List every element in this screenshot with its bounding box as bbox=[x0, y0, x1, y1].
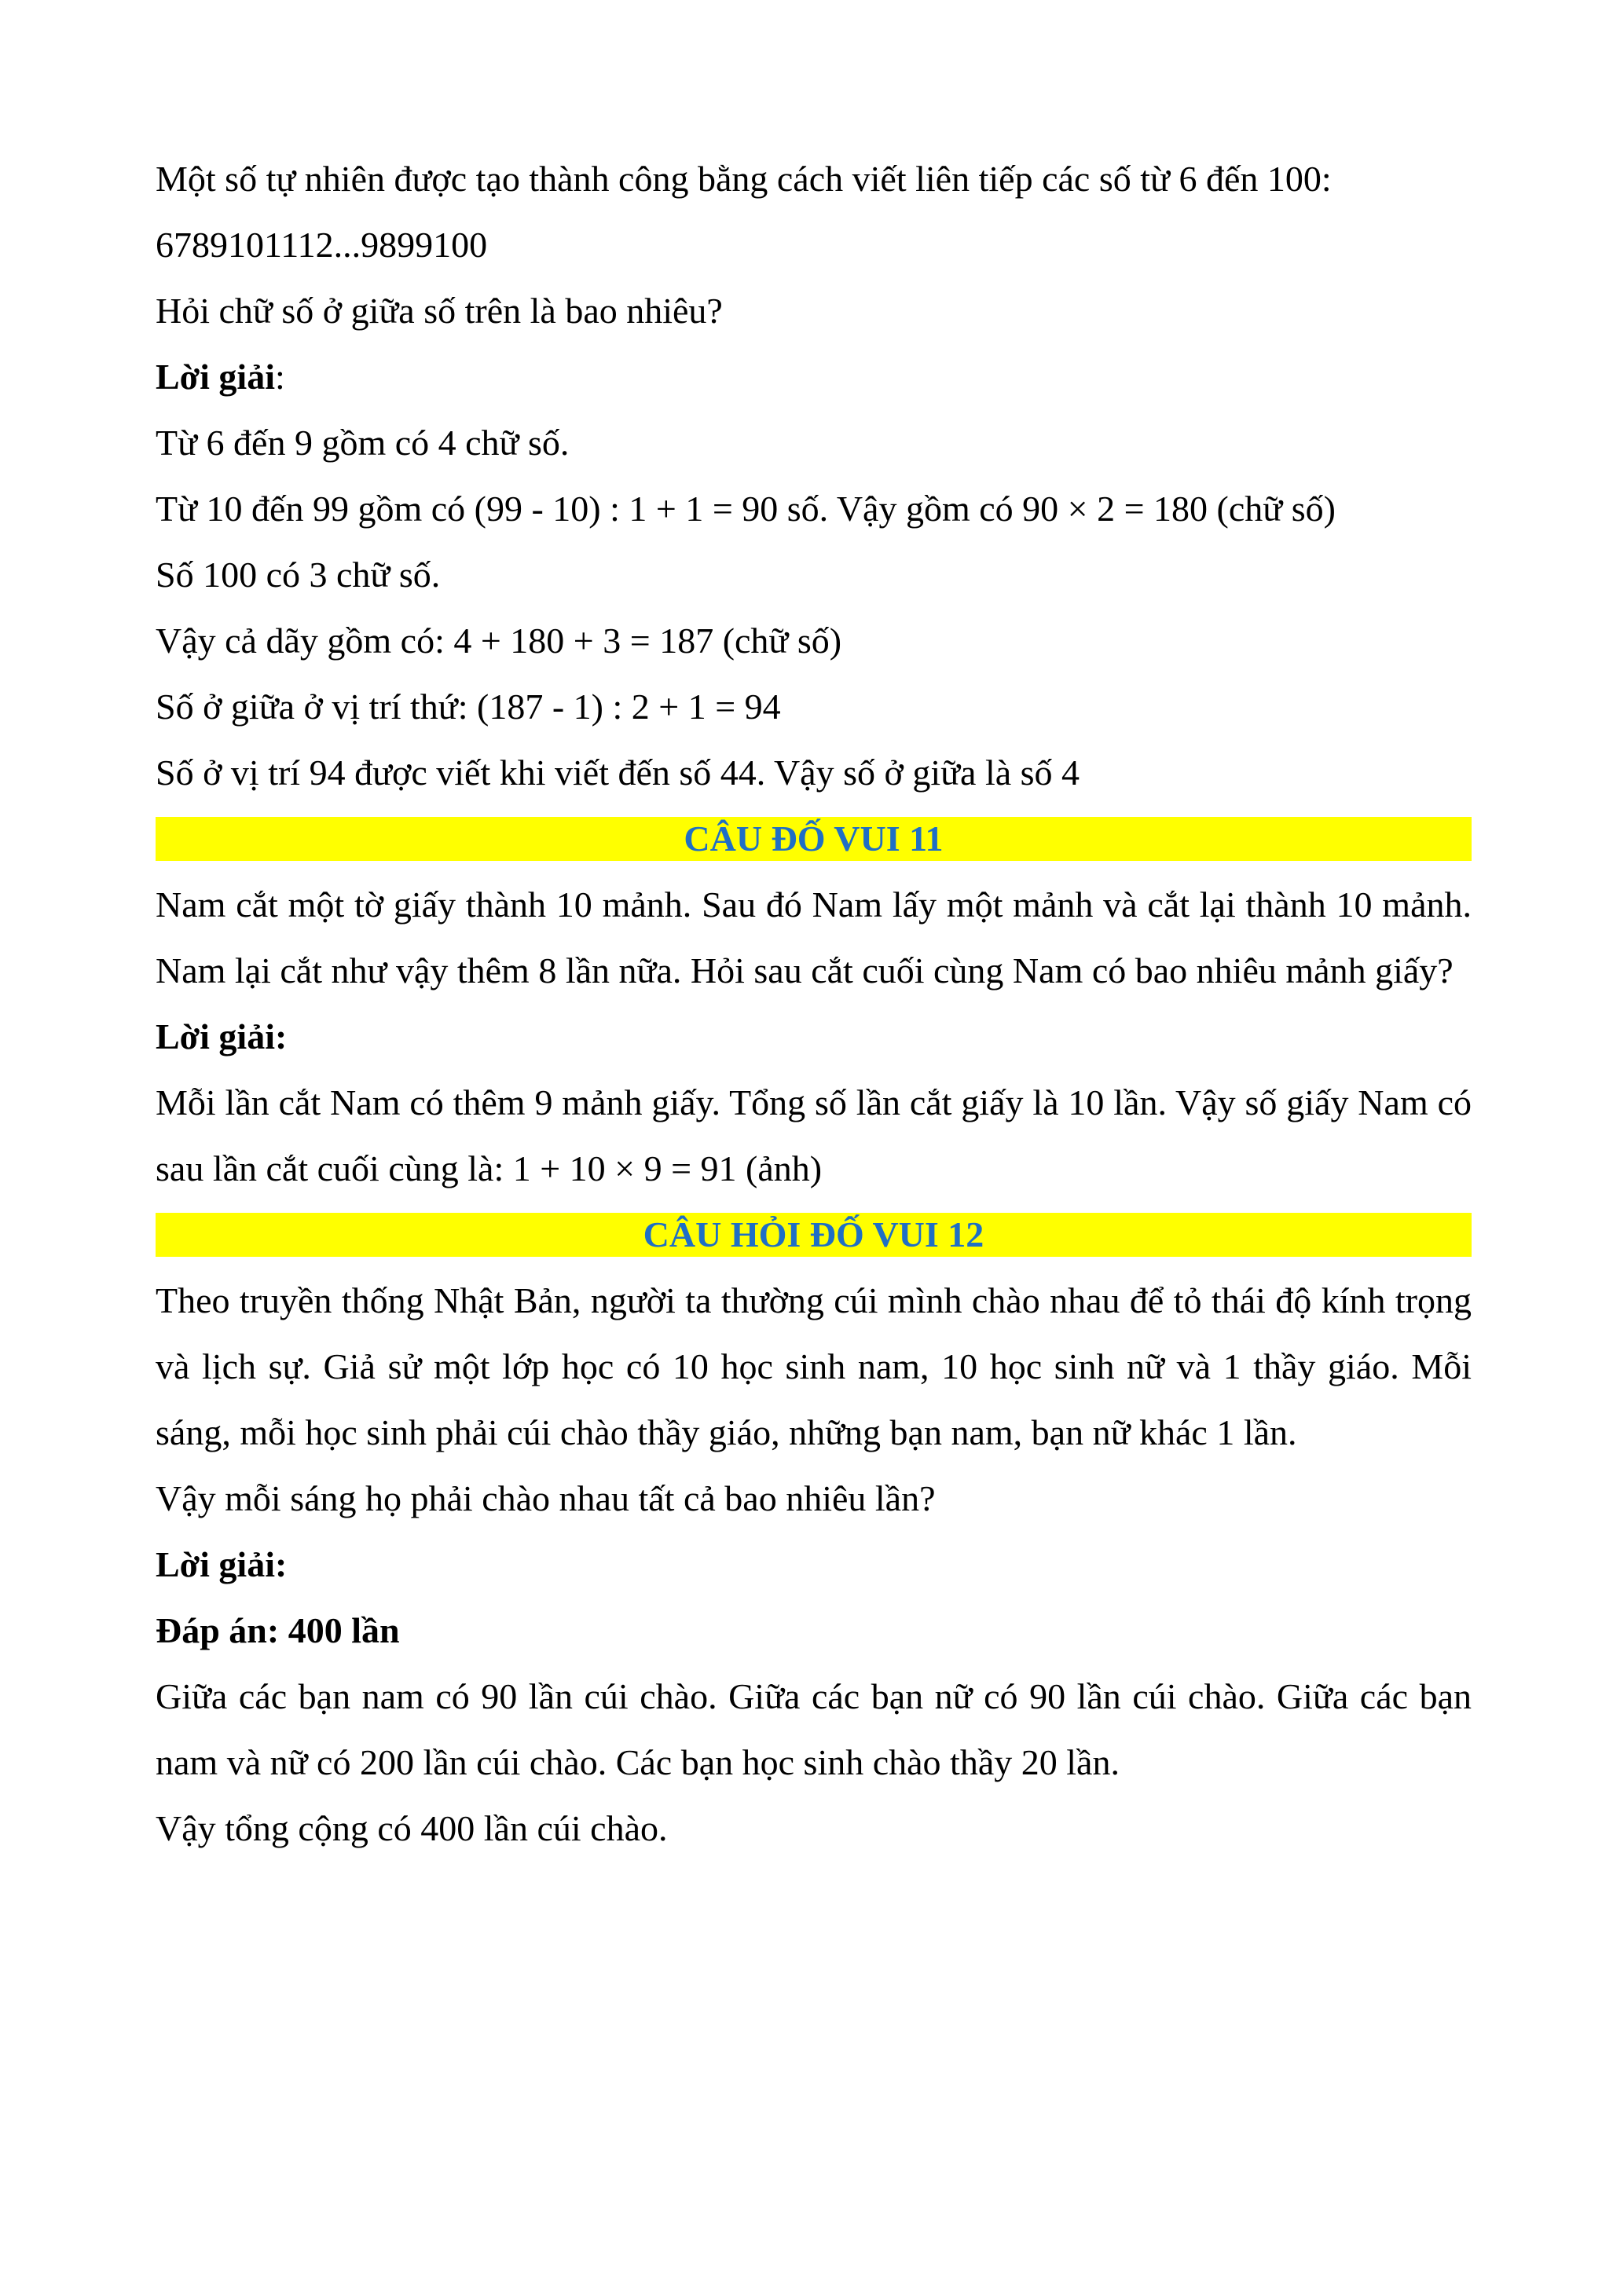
problem-question: Vậy mỗi sáng họ phải chào nhau tất cả bao nhiêu lần? bbox=[156, 1478, 936, 1518]
document-page bbox=[156, 146, 1472, 1862]
answer-text: Đáp án: 400 lần bbox=[156, 1610, 400, 1650]
solution-line: Từ 10 đến 99 gồm có (99 - 10) : 1 + 1 = 90 số. Vậy gồm có 90 × 2 = 180 (chữ số) bbox=[156, 489, 1336, 529]
solution-line: Số ở giữa ở vị trí thứ: (187 - 1) : 2 + 1 = 94 bbox=[156, 687, 781, 727]
problem-question: Hỏi chữ số ở giữa số trên là bao nhiêu? bbox=[156, 291, 723, 331]
solution-line: Số ở vị trí 94 được viết khi viết đến số 44. Vậy số ở giữa là số 4 bbox=[156, 753, 1080, 793]
problem-text: Một số tự nhiên được tạo thành công bằng cách viết liên tiếp các số từ 6 đến 100: bbox=[156, 159, 1332, 199]
problem-text: Theo truyền thống Nhật Bản, người ta thường cúi mình chào nhau để tỏ thái độ kính trọng và lịch sự. Giả sử một lớp học có 10 học sinh nam, 10 học sinh nữ và 1 thầy giáo. Mỗi sáng, mỗi học sinh phải cúi chào thầy giáo, những bạn nam, bạn nữ khác 1 lần. bbox=[156, 1280, 1472, 1452]
solution-text: Giữa các bạn nam có 90 lần cúi chào. Giữa các bạn nữ có 90 lần cúi chào. Giữa các bạn nam và nữ có 200 lần cúi chào. Các bạn học sinh chào thầy 20 lần. bbox=[156, 1676, 1472, 1782]
solution-line: Từ 6 đến 9 gồm có 4 chữ số. bbox=[156, 423, 570, 463]
number-sequence: 6789101112...9899100 bbox=[156, 225, 488, 265]
section-heading: CÂU HỎI ĐỐ VUI 12 bbox=[156, 1213, 1472, 1257]
solution-text: Mỗi lần cắt Nam có thêm 9 mảnh giấy. Tổng số lần cắt giấy là 10 lần. Vậy số giấy Nam có sau lần cắt cuối cùng là: 1 + 10 × 9 = 91 (ảnh) bbox=[156, 1082, 1472, 1188]
conclusion-text: Vậy tổng cộng có 400 lần cúi chào. bbox=[156, 1808, 668, 1848]
problem-text: Nam cắt một tờ giấy thành 10 mảnh. Sau đó Nam lấy một mảnh và cắt lại thành 10 mảnh. Nam lại cắt như vậy thêm 8 lần nữa. Hỏi sau cắt cuối cùng Nam có bao nhiêu mảnh giấy? bbox=[156, 884, 1472, 991]
solution-line: Vậy cả dãy gồm có: 4 + 180 + 3 = 187 (chữ số) bbox=[156, 621, 842, 661]
section-heading: CÂU ĐỐ VUI 11 bbox=[156, 817, 1472, 861]
solution-heading: Lời giải: bbox=[156, 1016, 288, 1056]
solution-heading: Lời giải: bbox=[156, 1544, 288, 1584]
solution-line: Số 100 có 3 chữ số. bbox=[156, 555, 441, 595]
solution-label: Lời giải bbox=[156, 357, 275, 397]
solution-heading bbox=[156, 344, 1472, 410]
solution-colon: : bbox=[275, 357, 285, 397]
